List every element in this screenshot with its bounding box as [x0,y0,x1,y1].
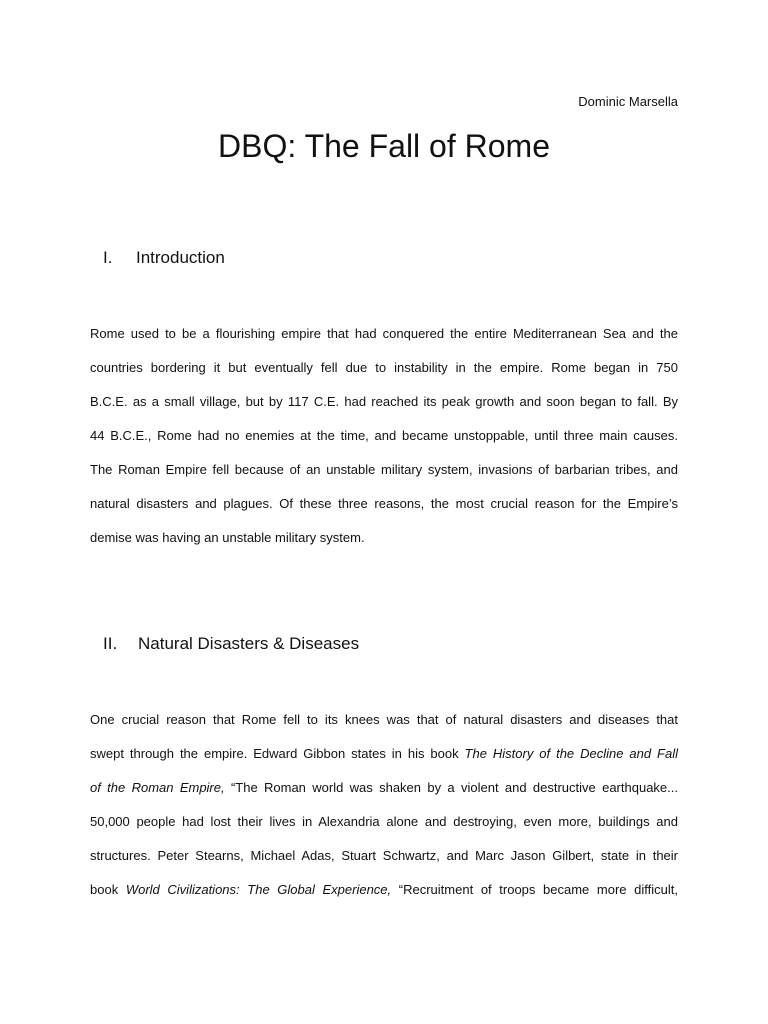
page-title: DBQ: The Fall of Rome [218,128,550,164]
paragraph-line: The Roman Empire fell because of an unstable military system, invasions of barbarian tribes, and [90,462,678,477]
section-numeral: II. [103,634,118,653]
paragraph-line: 44 B.C.E., Rome had no enemies at the time, and became unstoppable, until three main causes. [90,428,678,443]
section-numeral: I. [103,248,113,267]
line-text: “The Roman world was shaken by a violent and destructive earthquake... [224,780,678,795]
paragraph-line: demise was having an unstable military system. [90,530,365,545]
natural-disasters-paragraph [90,703,678,907]
section-title: Introduction [136,248,225,267]
paragraph-line [90,737,678,771]
line-text: swept through the empire. Edward Gibbon states in his book [90,746,465,761]
line-text: “Recruitment of troops became more difficult, [391,882,678,897]
introduction-paragraph [90,317,678,555]
author-name: Dominic Marsella [578,94,678,109]
book-title-italic: World Civilizations: The Global Experience, [125,882,392,897]
paragraph-line: structures. Peter Stearns, Michael Adas, Stuart Schwartz, and Marc Jason Gilbert, state in their [90,848,678,863]
paragraph-line [90,771,678,805]
paragraph-line: B.C.E. as a small village, but by 117 C.E. had reached its peak growth and soon began to fall. By [90,394,678,409]
section-title: Natural Disasters & Diseases [138,634,360,653]
book-title-italic: The History of the Decline and Fall [464,746,678,761]
paragraph-line [90,873,678,907]
book-title-italic: of the Roman Empire, [90,780,225,795]
line-text: book [90,882,126,897]
paragraph-line: Rome used to be a flourishing empire that had conquered the entire Mediterranean Sea and the [90,326,678,341]
paragraph-line: countries bordering it but eventually fell due to instability in the empire. Rome began in 750 [90,360,678,375]
paragraph-line: natural disasters and plagues. Of these three reasons, the most crucial reason for the Empire’s [90,496,678,511]
section-heading-introduction [103,247,225,269]
paragraph-line: 50,000 people had lost their lives in Alexandria alone and destroying, even more, buildings and [90,814,678,829]
paragraph-line: One crucial reason that Rome fell to its knees was that of natural disasters and diseases that [90,712,678,727]
section-heading-natural-disasters [103,633,359,655]
